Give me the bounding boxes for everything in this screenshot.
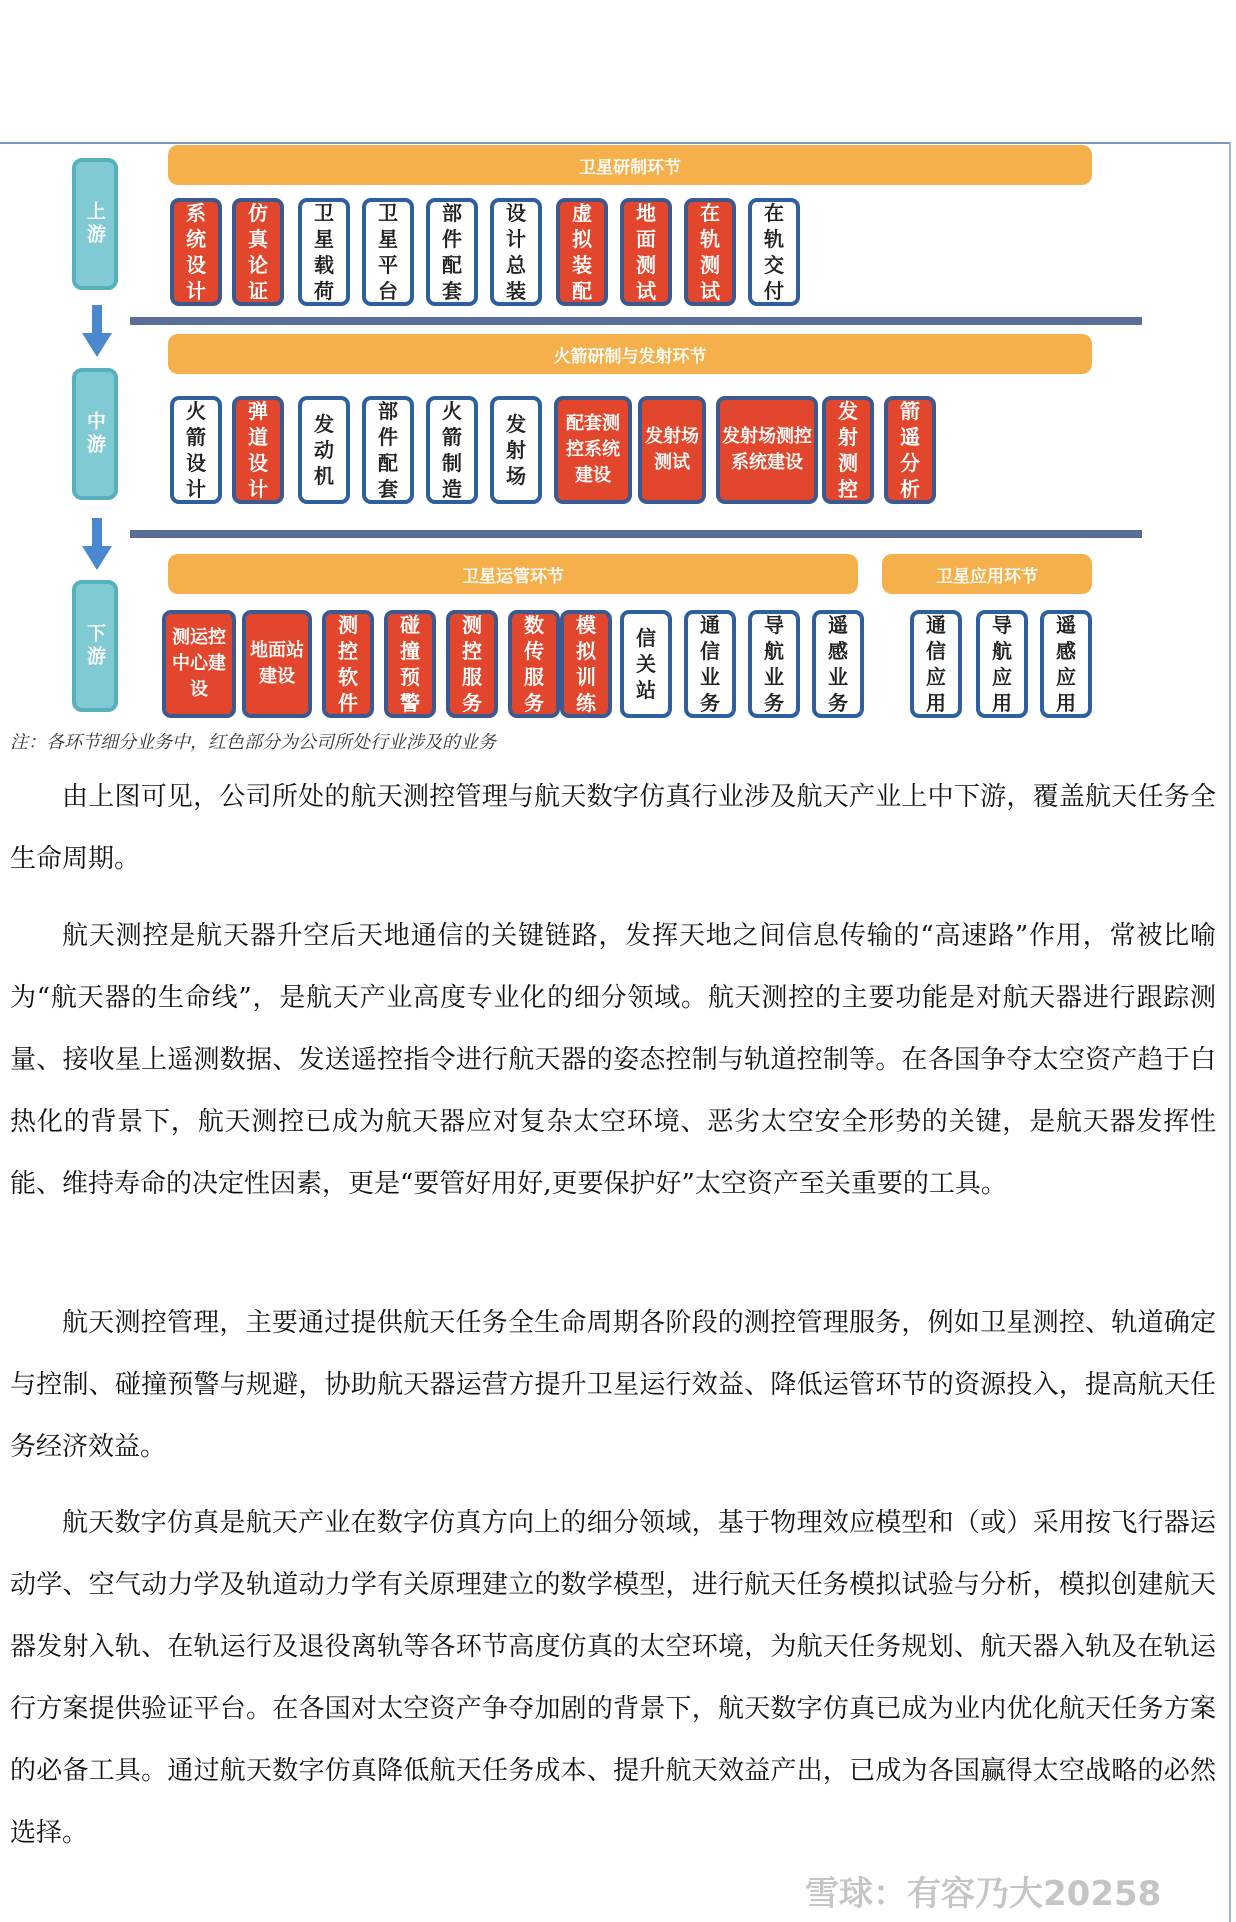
stage-downstream: 下游: [72, 580, 118, 712]
page-right-border: [1229, 142, 1231, 1922]
stage-divider: [130, 317, 1142, 325]
upstream-satellite-payload: 卫星载荷: [298, 198, 350, 306]
midstream-rocket-manufacturing: 火箭制造: [426, 396, 478, 504]
upstream-ground-test: 地面测试: [620, 198, 672, 306]
midstream-component-supply: 部件配套: [362, 396, 414, 504]
application-remote-sensing: 遥感应用: [1040, 610, 1092, 718]
banner-satellite-operation: 卫星运管环节: [168, 554, 858, 594]
downstream-data-transmission-service: 数传服务: [508, 610, 560, 718]
application-communication: 通信应用: [910, 610, 962, 718]
upstream-simulation-demonstration: 仿真论证: [232, 198, 284, 306]
banner-satellite-development: 卫星研制环节: [168, 145, 1092, 185]
upstream-in-orbit-test: 在轨测试: [684, 198, 736, 306]
downstream-gateway-station: 信关站: [620, 610, 672, 718]
downstream-ground-station-construction: 地面站建设: [242, 610, 312, 718]
application-navigation: 导航应用: [976, 610, 1028, 718]
upstream-in-orbit-delivery: 在轨交付: [748, 198, 800, 306]
downstream-navigation-business: 导航业务: [748, 610, 800, 718]
stage-upstream: 上游: [72, 158, 118, 290]
stage-divider: [130, 530, 1142, 538]
downstream-tt-c-software: 测控软件: [322, 610, 374, 718]
midstream-launch-site-test: 发射场测试: [638, 396, 706, 504]
down-arrow-icon: [82, 518, 112, 572]
banner-satellite-application: 卫星应用环节: [882, 554, 1092, 594]
midstream-launch-site-tt-c-construction: 发射场测控系统建设: [716, 396, 818, 504]
downstream-simulation-training: 模拟训练: [560, 610, 612, 718]
down-arrow-icon: [82, 305, 112, 359]
upstream-design-assembly: 设计总装: [490, 198, 542, 306]
midstream-launch-site: 发射场: [490, 396, 542, 504]
paragraph-3: 航天测控管理，主要通过提供航天任务全生命周期各阶段的测控管理服务，例如卫星测控、轨道确定与控制、碰撞预警与规避，协助航天器运营方提升卫星运行效益、降低运管环节的资源投入，提高航天任务经济效益。: [10, 1308, 1216, 1462]
midstream-trajectory-design: 弹道设计: [232, 396, 284, 504]
midstream-launch-tt-c: 发射测控: [822, 396, 874, 504]
figure-top-border: [0, 142, 1230, 144]
figure-note: 注：各环节细分业务中，红色部分为公司所处行业涉及的业务: [10, 732, 496, 753]
upstream-virtual-assembly: 虚拟装配: [556, 198, 608, 306]
upstream-component-supply: 部件配套: [426, 198, 478, 306]
downstream-communication-business: 通信业务: [684, 610, 736, 718]
midstream-rocket-telemetry-analysis: 箭遥分析: [884, 396, 936, 504]
paragraph-2: 航天测控是航天器升空后天地通信的关键链路，发挥天地之间信息传输的“高速路”作用，常被比喻为“航天器的生命线”，是航天产业高度专业化的细分领域。航天测控的主要功能是对航天器进行跟踪测量、接收星上遥测数据、发送遥控指令进行航天器的姿态控制与轨道控制等。在各国争夺太空资产趋于白热化的背景下，航天测控已成为航天器应对复杂太空环境、恶劣太空安全形势的关键，是航天器发挥性能、维持寿命的决定性因素，更是“要管好用好,更要保护好”太空资产至关重要的工具。: [10, 921, 1216, 1199]
midstream-engine: 发动机: [298, 396, 350, 504]
watermark: 雪球：有容乃大20258: [805, 1874, 1162, 1914]
paragraph-1: 由上图可见，公司所处的航天测控管理与航天数字仿真行业涉及航天产业上中下游，覆盖航天任务全生命周期。: [10, 782, 1216, 874]
stage-midstream: 中游: [72, 368, 118, 500]
paragraph-4: 航天数字仿真是航天产业在数字仿真方向上的细分领域，基于物理效应模型和（或）采用按飞行器运动学、空气动力学及轨道动力学有关原理建立的数学模型，进行航天任务模拟试验与分析，模拟创建航天器发射入轨、在轨运行及退役离轨等各环节高度仿真的太空环境，为航天任务规划、航天器入轨及在轨运行方案提供验证平台。在各国对太空资产争夺加剧的背景下，航天数字仿真已成为业内优化航天任务方案的必备工具。通过航天数字仿真降低航天任务成本、提升航天效益产出，已成为各国赢得太空战略的必然选择。: [10, 1508, 1216, 1848]
banner-rocket-launch: 火箭研制与发射环节: [168, 334, 1092, 374]
upstream-system-design: 系统设计: [170, 198, 222, 306]
downstream-collision-warning: 碰撞预警: [384, 610, 436, 718]
downstream-tt-c-service: 测控服务: [446, 610, 498, 718]
midstream-rocket-design: 火箭设计: [170, 396, 222, 504]
midstream-supporting-tt-c-construction: 配套测控系统建设: [554, 396, 632, 504]
upstream-satellite-platform: 卫星平台: [362, 198, 414, 306]
downstream-remote-sensing-business: 遥感业务: [812, 610, 864, 718]
downstream-control-center-construction: 测运控中心建设: [162, 610, 236, 718]
